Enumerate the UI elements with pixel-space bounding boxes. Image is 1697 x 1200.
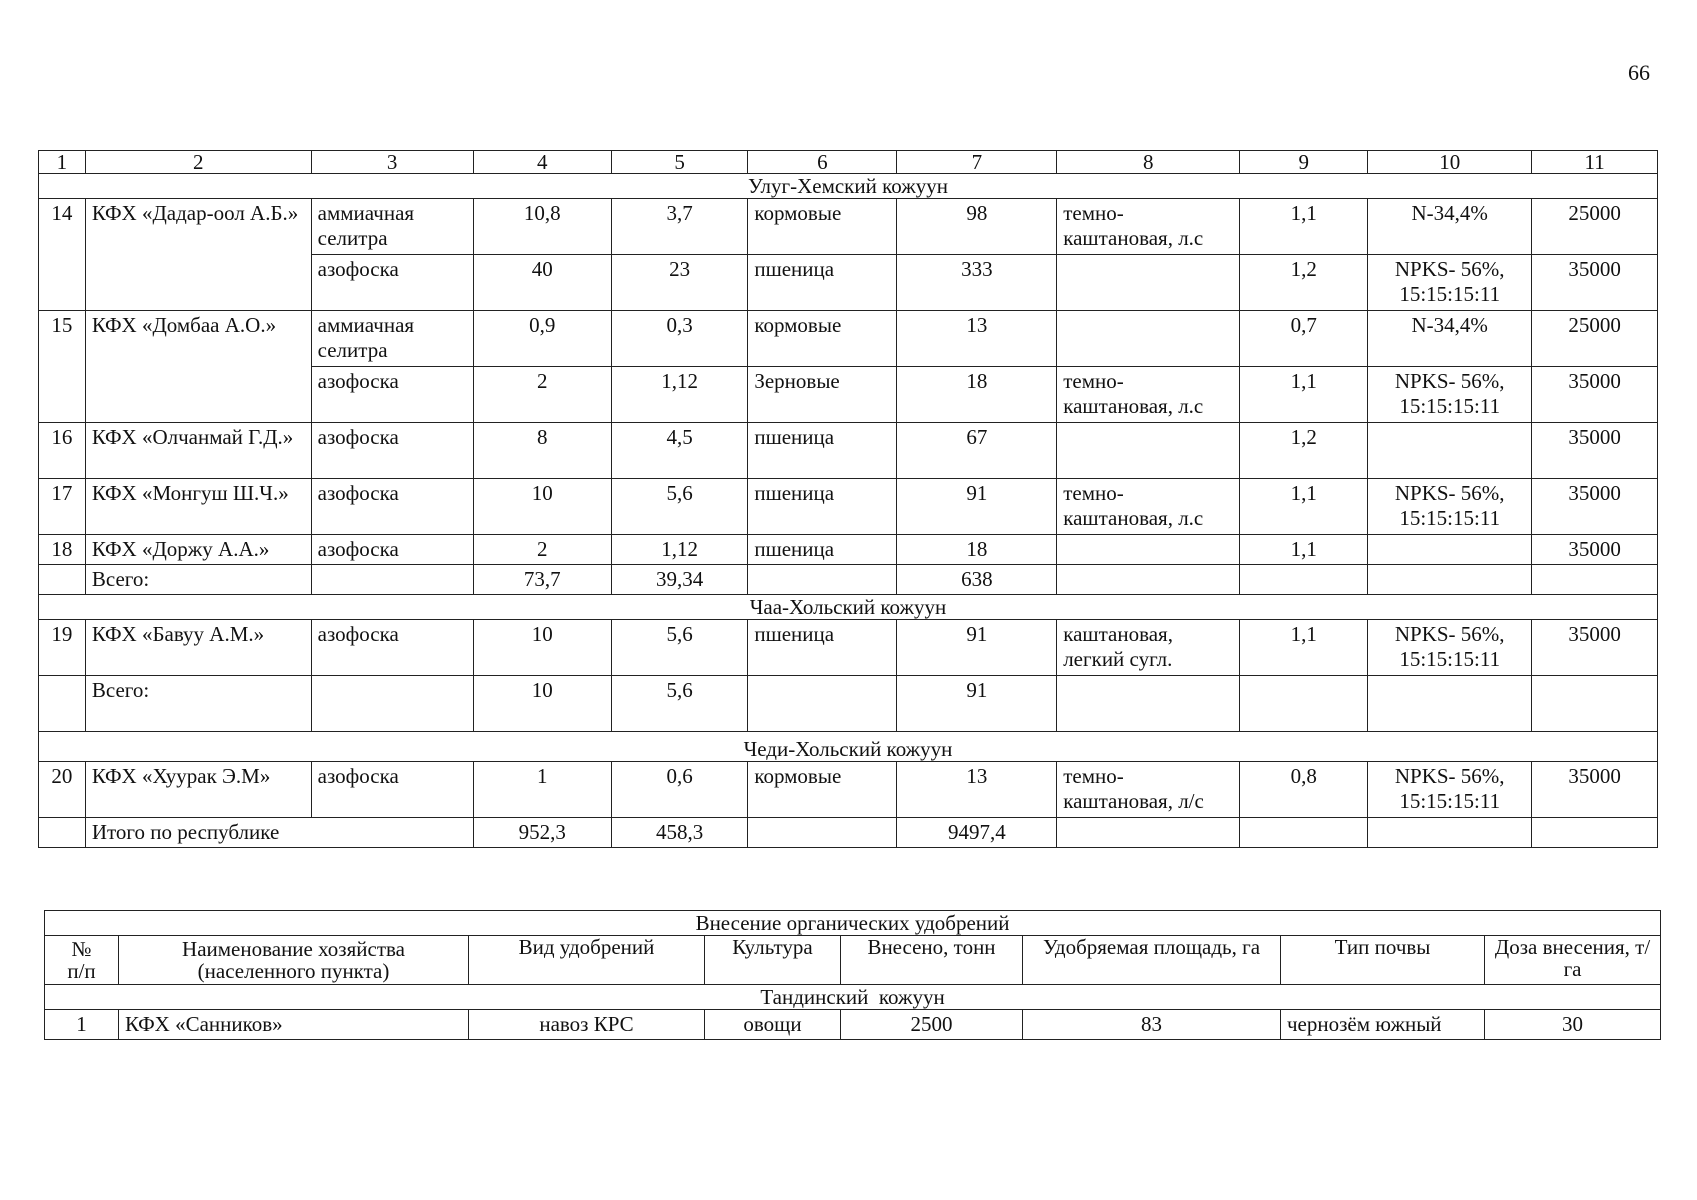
farm-name: КФХ «Олчанмай Г.Д.» bbox=[85, 423, 311, 479]
header-dose: Доза внесения, т/га bbox=[1485, 936, 1661, 985]
soil-type bbox=[1057, 255, 1240, 311]
grand-total-row bbox=[39, 818, 1658, 848]
cell-col5: 5,6 bbox=[612, 620, 748, 676]
cell-col9: 1,1 bbox=[1240, 535, 1368, 565]
applied-tonnes: 2500 bbox=[841, 1010, 1023, 1040]
crop: кормовые bbox=[748, 311, 897, 367]
grand-total-col4: 952,3 bbox=[473, 818, 611, 848]
cell-col4: 10 bbox=[473, 479, 611, 535]
total-col4: 73,7 bbox=[473, 565, 611, 595]
cell-col11: 35000 bbox=[1532, 535, 1658, 565]
cell-col10: NPKS- 56%, 15:15:15:11 bbox=[1368, 479, 1532, 535]
column-number: 11 bbox=[1532, 151, 1658, 174]
section-row bbox=[39, 595, 1658, 620]
cell-col11: 35000 bbox=[1532, 255, 1658, 311]
header-num: № п/п bbox=[45, 936, 119, 985]
cell-col10 bbox=[1368, 535, 1532, 565]
column-number: 2 bbox=[85, 151, 311, 174]
total-col7: 91 bbox=[897, 676, 1057, 732]
cell-col4: 0,9 bbox=[473, 311, 611, 367]
table-row bbox=[39, 620, 1658, 676]
header-applied: Внесено, тонн bbox=[841, 936, 1023, 985]
row-number: 18 bbox=[39, 535, 86, 565]
cell-col5: 0,6 bbox=[612, 762, 748, 818]
table-row bbox=[39, 311, 1658, 367]
soil-type: чернозём южный bbox=[1281, 1010, 1485, 1040]
table-row bbox=[39, 199, 1658, 255]
column-number: 6 bbox=[748, 151, 897, 174]
column-number: 7 bbox=[897, 151, 1057, 174]
cell-col5: 0,3 bbox=[612, 311, 748, 367]
table-row bbox=[39, 423, 1658, 479]
cell-col9: 1,1 bbox=[1240, 620, 1368, 676]
cell-col9: 0,7 bbox=[1240, 311, 1368, 367]
column-number: 4 bbox=[473, 151, 611, 174]
cell-col4: 10,8 bbox=[473, 199, 611, 255]
fertilizer-type: аммиачная селитра bbox=[311, 199, 473, 255]
crop: кормовые bbox=[748, 762, 897, 818]
cell-col10: NPKS- 56%, 15:15:15:11 bbox=[1368, 762, 1532, 818]
cell-col5: 3,7 bbox=[612, 199, 748, 255]
cell-col4: 40 bbox=[473, 255, 611, 311]
section-title: Чаа-Хольский кожуун bbox=[39, 595, 1658, 620]
total-col5: 39,34 bbox=[612, 565, 748, 595]
cell-col10: N-34,4% bbox=[1368, 311, 1532, 367]
row-number: 20 bbox=[39, 762, 86, 818]
farm-name: КФХ «Монгуш Ш.Ч.» bbox=[85, 479, 311, 535]
cell-col11: 25000 bbox=[1532, 311, 1658, 367]
cell-col5: 23 bbox=[612, 255, 748, 311]
soil-type: темно-каштановая, л.с bbox=[1057, 367, 1240, 423]
cell-col11: 35000 bbox=[1532, 479, 1658, 535]
cell-col7: 91 bbox=[897, 620, 1057, 676]
section-title: Улуг-Хемский кожуун bbox=[39, 174, 1658, 199]
crop: овощи bbox=[705, 1010, 841, 1040]
cell-col9: 1,1 bbox=[1240, 199, 1368, 255]
crop: пшеница bbox=[748, 255, 897, 311]
table-title: Внесение органических удобрений bbox=[45, 911, 1661, 936]
total-row bbox=[39, 676, 1658, 732]
cell-col11: 35000 bbox=[1532, 423, 1658, 479]
section-row bbox=[39, 174, 1658, 199]
row-number: 14 bbox=[39, 199, 86, 311]
column-number-row bbox=[39, 151, 1658, 174]
total-col5: 5,6 bbox=[612, 676, 748, 732]
cell-col5: 4,5 bbox=[612, 423, 748, 479]
farm-name: КФХ «Бавуу А.М.» bbox=[85, 620, 311, 676]
column-number: 9 bbox=[1240, 151, 1368, 174]
cell-col4: 2 bbox=[473, 535, 611, 565]
total-label: Всего: bbox=[85, 676, 311, 732]
crop: пшеница bbox=[748, 479, 897, 535]
header-row bbox=[45, 936, 1661, 985]
section-title: Чеди-Хольский кожуун bbox=[39, 732, 1658, 762]
cell-col5: 1,12 bbox=[612, 367, 748, 423]
grand-total-col5: 458,3 bbox=[612, 818, 748, 848]
cell-col9: 1,1 bbox=[1240, 479, 1368, 535]
cell-col4: 8 bbox=[473, 423, 611, 479]
fertilizer-type: азофоска bbox=[311, 620, 473, 676]
farm-name: КФХ «Дадар-оол А.Б.» bbox=[85, 199, 311, 311]
fertilizer-type: азофоска bbox=[311, 762, 473, 818]
header-crop: Культура bbox=[705, 936, 841, 985]
table-row bbox=[39, 762, 1658, 818]
fertilizer-application-table bbox=[38, 150, 1658, 848]
total-row bbox=[39, 565, 1658, 595]
cell-col4: 1 bbox=[473, 762, 611, 818]
cell-col10: NPKS- 56%, 15:15:15:11 bbox=[1368, 620, 1532, 676]
cell-col9: 1,1 bbox=[1240, 367, 1368, 423]
cell-col7: 91 bbox=[897, 479, 1057, 535]
grand-total-label: Итого по республике bbox=[85, 818, 473, 848]
row-number: 1 bbox=[45, 1010, 119, 1040]
crop: кормовые bbox=[748, 199, 897, 255]
farm-name: КФХ «Доржу А.А.» bbox=[85, 535, 311, 565]
cell-col9: 1,2 bbox=[1240, 255, 1368, 311]
cell-col7: 333 bbox=[897, 255, 1057, 311]
farm-name: КФХ «Домбаа А.О.» bbox=[85, 311, 311, 423]
soil-type bbox=[1057, 423, 1240, 479]
cell-col7: 18 bbox=[897, 535, 1057, 565]
cell-col4: 2 bbox=[473, 367, 611, 423]
fertilizer-type: навоз КРС bbox=[469, 1010, 705, 1040]
farm-name: КФХ «Санников» bbox=[119, 1010, 469, 1040]
header-area: Удобряемая площадь, га bbox=[1023, 936, 1281, 985]
cell-col7: 13 bbox=[897, 311, 1057, 367]
soil-type bbox=[1057, 535, 1240, 565]
page-number: 66 bbox=[1628, 60, 1650, 85]
cell-col7: 67 bbox=[897, 423, 1057, 479]
fertilizer-type: азофоска bbox=[311, 535, 473, 565]
fertilizer-type: аммиачная селитра bbox=[311, 311, 473, 367]
row-number: 16 bbox=[39, 423, 86, 479]
soil-type: каштановая, легкий сугл. bbox=[1057, 620, 1240, 676]
total-col4: 10 bbox=[473, 676, 611, 732]
fertilizer-type: азофоска bbox=[311, 367, 473, 423]
header-type: Вид удобрений bbox=[469, 936, 705, 985]
section-title: Тандинский кожуун bbox=[45, 985, 1661, 1010]
crop: пшеница bbox=[748, 620, 897, 676]
farm-name: КФХ «Хуурак Э.М» bbox=[85, 762, 311, 818]
header-soil: Тип почвы bbox=[1281, 936, 1485, 985]
cell-col5: 5,6 bbox=[612, 479, 748, 535]
crop: пшеница bbox=[748, 423, 897, 479]
grand-total-col7: 9497,4 bbox=[897, 818, 1057, 848]
crop: Зерновые bbox=[748, 367, 897, 423]
application-dose: 30 bbox=[1485, 1010, 1661, 1040]
cell-col11: 35000 bbox=[1532, 620, 1658, 676]
total-label: Всего: bbox=[85, 565, 311, 595]
table-title-row bbox=[45, 911, 1661, 936]
cell-col7: 98 bbox=[897, 199, 1057, 255]
cell-col11: 25000 bbox=[1532, 199, 1658, 255]
cell-col11: 35000 bbox=[1532, 762, 1658, 818]
cell-col5: 1,12 bbox=[612, 535, 748, 565]
organic-fertilizer-table bbox=[44, 910, 1661, 1040]
column-number: 8 bbox=[1057, 151, 1240, 174]
cell-col10: NPKS- 56%, 15:15:15:11 bbox=[1368, 367, 1532, 423]
cell-col10 bbox=[1368, 423, 1532, 479]
header-name: Наименование хозяйства (населенного пункта) bbox=[119, 936, 469, 985]
soil-type: темно-каштановая, л/с bbox=[1057, 762, 1240, 818]
cell-col10: NPKS- 56%, 15:15:15:11 bbox=[1368, 255, 1532, 311]
cell-col9: 0,8 bbox=[1240, 762, 1368, 818]
soil-type bbox=[1057, 311, 1240, 367]
row-number: 15 bbox=[39, 311, 86, 423]
table-row bbox=[39, 479, 1658, 535]
section-row bbox=[45, 985, 1661, 1010]
fertilizer-type: азофоска bbox=[311, 423, 473, 479]
cell-col4: 10 bbox=[473, 620, 611, 676]
soil-type: темно-каштановая, л.с bbox=[1057, 199, 1240, 255]
section-row bbox=[39, 732, 1658, 762]
column-number: 1 bbox=[39, 151, 86, 174]
cell-col7: 13 bbox=[897, 762, 1057, 818]
table-row bbox=[39, 535, 1658, 565]
cell-col7: 18 bbox=[897, 367, 1057, 423]
column-number: 3 bbox=[311, 151, 473, 174]
total-col7: 638 bbox=[897, 565, 1057, 595]
fertilized-area: 83 bbox=[1023, 1010, 1281, 1040]
column-number: 5 bbox=[612, 151, 748, 174]
row-number: 17 bbox=[39, 479, 86, 535]
cell-col11: 35000 bbox=[1532, 367, 1658, 423]
cell-col10: N-34,4% bbox=[1368, 199, 1532, 255]
row-number: 19 bbox=[39, 620, 86, 676]
fertilizer-type: азофоска bbox=[311, 255, 473, 311]
column-number: 10 bbox=[1368, 151, 1532, 174]
crop: пшеница bbox=[748, 535, 897, 565]
cell-col9: 1,2 bbox=[1240, 423, 1368, 479]
fertilizer-type: азофоска bbox=[311, 479, 473, 535]
soil-type: темно-каштановая, л.с bbox=[1057, 479, 1240, 535]
table-row bbox=[45, 1010, 1661, 1040]
